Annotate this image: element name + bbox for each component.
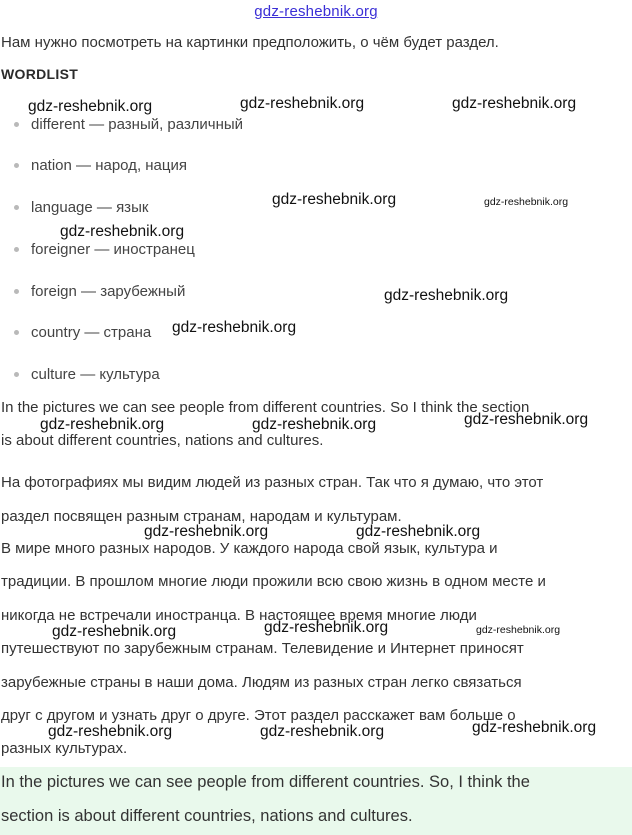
watermark: gdz-reshebnik.org <box>356 523 481 540</box>
watermark: gdz-reshebnik.org <box>240 95 365 112</box>
text-ru-line: зарубежные страны в наши дома. Людям из разных стран легко связаться <box>1 674 522 691</box>
bullet-icon <box>14 247 19 252</box>
bullet-icon <box>14 122 19 127</box>
wordlist-item: foreigner — иностранец <box>14 241 195 258</box>
watermark: gdz-reshebnik.org <box>484 196 569 208</box>
text-ru-line: разных культурах. <box>1 740 128 757</box>
text-ru-line: путешествуют по зарубежным странам. Телевидение и Интернет приносят <box>1 640 524 657</box>
wordlist-item: different — разный, различный <box>14 116 243 133</box>
bullet-icon <box>14 163 19 168</box>
translation-line: На фотографиях мы видим людей из разных стран. Так что я думаю, что этот <box>1 474 544 491</box>
bullet-icon <box>14 330 19 335</box>
watermark: gdz-reshebnik.org <box>52 623 177 640</box>
watermark: gdz-reshebnik.org <box>264 619 389 636</box>
highlighted-answer-line: section is about different countries, nations and cultures. <box>1 807 413 825</box>
text-ru-line: традиции. В прошлом многие люди прожили всю свою жизнь в одном месте и <box>1 573 546 590</box>
wordlist-item: nation — народ, нация <box>14 157 187 174</box>
text-ru-line: В мире много разных народов. У каждого народа свой язык, культура и <box>1 540 498 557</box>
text-ru-line: никогда не встречали иностранца. В настоящее время многие люди <box>1 607 477 624</box>
intro-text: Нам нужно посмотреть на картинки предположить, о чём будет раздел. <box>1 34 499 51</box>
highlighted-answer-line: In the pictures we can see people from different countries. So, I think the <box>1 773 530 791</box>
answer-en-line: is about different countries, nations and cultures. <box>1 432 324 449</box>
wordlist-item: culture — культура <box>14 366 160 383</box>
watermark: gdz-reshebnik.org <box>464 411 589 428</box>
watermark: gdz-reshebnik.org <box>476 624 561 636</box>
watermark: gdz-reshebnik.org <box>144 523 269 540</box>
watermark: gdz-reshebnik.org <box>40 416 165 433</box>
watermark: gdz-reshebnik.org <box>260 723 385 740</box>
wordlist-item: language — язык <box>14 199 148 216</box>
watermark: gdz-reshebnik.org <box>28 98 153 115</box>
wordlist-item: foreign — зарубежный <box>14 283 185 300</box>
watermark: gdz-reshebnik.org <box>48 723 173 740</box>
watermark: gdz-reshebnik.org <box>384 287 509 304</box>
watermark: gdz-reshebnik.org <box>452 95 577 112</box>
answer-en-line: In the pictures we can see people from different countries. So I think the section <box>1 399 530 416</box>
watermark: gdz-reshebnik.org <box>60 223 185 240</box>
text-ru-line: друг с другом и узнать друг о друге. Этот раздел расскажет вам больше о <box>1 707 516 724</box>
translation-line: раздел посвящен разным странам, народам и культурам. <box>1 508 402 525</box>
wordlist-title: WORDLIST <box>1 66 79 82</box>
bullet-icon <box>14 205 19 210</box>
watermark: gdz-reshebnik.org <box>272 191 397 208</box>
wordlist-item: country — страна <box>14 324 151 341</box>
site-header-link[interactable]: gdz-reshebnik.org <box>254 3 378 20</box>
watermark: gdz-reshebnik.org <box>252 416 377 433</box>
watermark: gdz-reshebnik.org <box>472 719 597 736</box>
bullet-icon <box>14 372 19 377</box>
watermark: gdz-reshebnik.org <box>172 319 297 336</box>
bullet-icon <box>14 289 19 294</box>
